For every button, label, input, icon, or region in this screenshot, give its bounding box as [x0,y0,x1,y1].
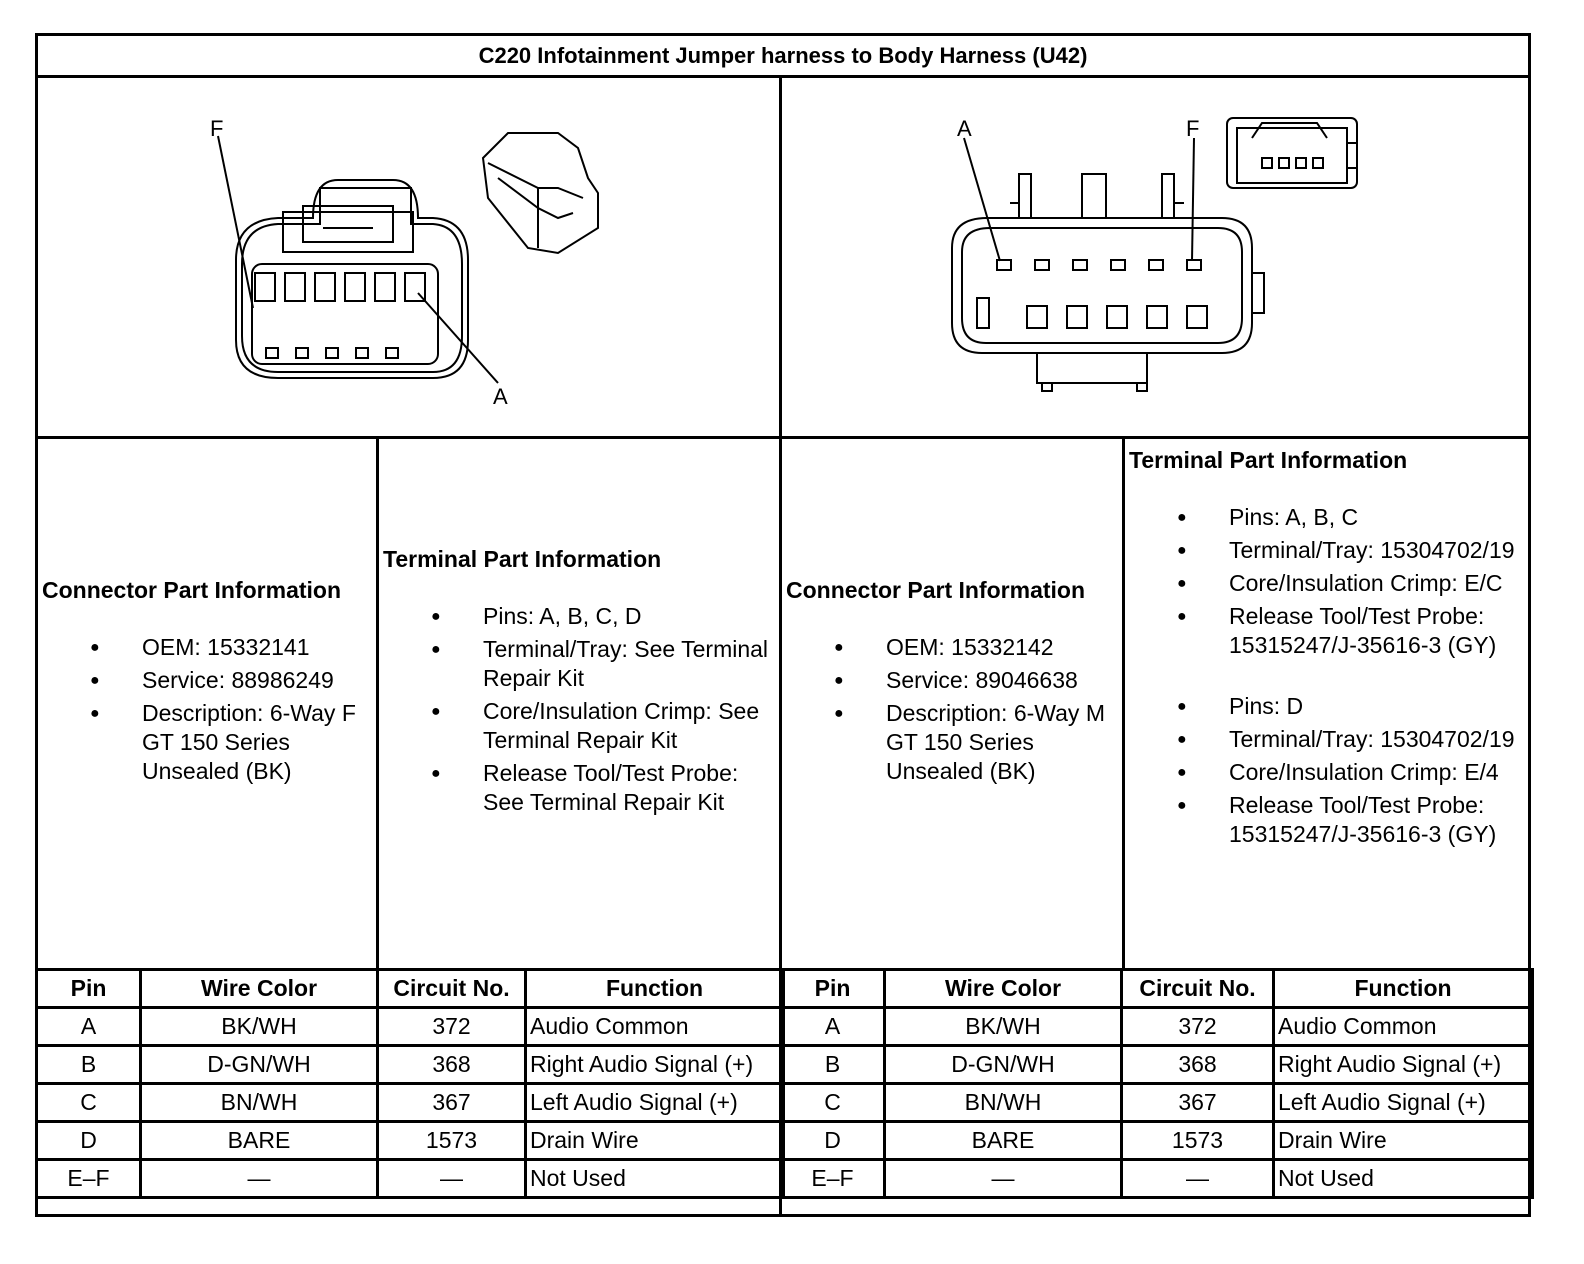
connector-info-heading: Connector Part Information [42,577,342,603]
pin-cell: C [37,1084,141,1122]
pin-a-label: A [957,116,972,141]
right-connector-info [786,576,1122,790]
wire-color-cell: D-GN/WH [885,1046,1122,1084]
list-item: ● OEM: 15332142 [886,633,1122,662]
circuit-cell: 367 [1122,1084,1274,1122]
terminal-info-heading: Terminal Part Information [1129,447,1408,473]
circuit-cell: 372 [378,1008,526,1046]
list-item: ● Terminal/Tray: See Terminal Repair Kit [483,635,779,693]
circuit-cell: 367 [378,1084,526,1122]
table-row [781,1046,1533,1084]
table-row [37,1160,784,1198]
table-row [37,1008,784,1046]
list-item: ● Core/Insulation Crimp: E/4 [1229,758,1529,787]
table-row [781,1160,1533,1198]
terminal-info-heading: Terminal Part Information [383,546,662,572]
function-cell: Left Audio Signal (+) [1274,1084,1533,1122]
connector-info-list [42,633,376,786]
wire-color-cell: BN/WH [885,1084,1122,1122]
pin-cell: C [781,1084,885,1122]
function-cell: Right Audio Signal (+) [1274,1046,1533,1084]
list-item: ● Description: 6-Way F GT 150 Series Unsealed (BK) [142,699,376,786]
function-cell: Left Audio Signal (+) [526,1084,784,1122]
circuit-cell: 372 [1122,1008,1274,1046]
right-info-divider [1122,439,1125,971]
pin-a-label: A [493,384,508,409]
wire-color-cell: BN/WH [141,1084,378,1122]
connector-info-heading: Connector Part Information [786,577,1086,603]
function-cell: Audio Common [526,1008,784,1046]
list-item: ● Pins: A, B, C, D [483,602,779,631]
pin-f-label: F [210,116,224,141]
right-connector-diagram [782,78,1528,442]
left-connector-diagram [38,78,779,442]
list-item: ● Terminal/Tray: 15304702/19 [1229,725,1529,754]
wire-color-cell: D-GN/WH [141,1046,378,1084]
table-row [37,1122,784,1160]
page-title: C220 Infotainment Jumper harness to Body Harness (U42) [38,36,1528,78]
circuit-cell: 368 [378,1046,526,1084]
list-item: ● Pins: D [1229,692,1529,721]
circuit-cell: 1573 [378,1122,526,1160]
circuit-cell: — [1122,1160,1274,1198]
circuit-no-header: Circuit No. [1122,970,1274,1008]
table-row [37,1084,784,1122]
terminal-info-list-group-2 [1129,692,1529,849]
list-item: ● Release Tool/Test Probe: 15315247/J-35616-3 (GY) [1229,791,1529,849]
wire-color-cell: — [885,1160,1122,1198]
circuit-cell: — [378,1160,526,1198]
pin-cell: D [37,1122,141,1160]
pin-cell: E–F [37,1160,141,1198]
terminal-info-list-group-1 [1129,503,1529,660]
right-pin-table [779,968,1534,1199]
function-cell: Drain Wire [1274,1122,1533,1160]
function-cell: Not Used [526,1160,784,1198]
wire-color-cell: BK/WH [885,1008,1122,1046]
wire-color-header: Wire Color [885,970,1122,1008]
table-header-row [781,970,1533,1008]
wire-color-cell: — [141,1160,378,1198]
wire-color-cell: BARE [885,1122,1122,1160]
pin-header: Pin [37,970,141,1008]
function-header: Function [526,970,784,1008]
pin-cell: A [37,1008,141,1046]
list-item: ● Core/Insulation Crimp: See Terminal Repair Kit [483,697,779,755]
list-item: ● OEM: 15332141 [142,633,376,662]
list-item: ● Release Tool/Test Probe: See Terminal Repair Kit [483,759,779,817]
list-item: ● Core/Insulation Crimp: E/C [1229,569,1529,598]
list-item: ● Service: 89046638 [886,666,1122,695]
function-cell: Audio Common [1274,1008,1533,1046]
table-row [781,1084,1533,1122]
pin-cell: B [781,1046,885,1084]
function-cell: Drain Wire [526,1122,784,1160]
circuit-cell: 1573 [1122,1122,1274,1160]
table-header-row [37,970,784,1008]
left-info-divider [376,439,379,971]
left-connector-info [42,576,376,790]
pin-cell: A [781,1008,885,1046]
list-item: ● Description: 6-Way M GT 150 Series Unsealed (BK) [886,699,1122,786]
connector-sheet [35,33,1531,1217]
right-terminal-info [1129,446,1529,853]
pin-header: Pin [781,970,885,1008]
wire-color-cell: BARE [141,1122,378,1160]
pin-cell: E–F [781,1160,885,1198]
circuit-no-header: Circuit No. [378,970,526,1008]
left-pin-table [35,968,785,1199]
table-row [781,1122,1533,1160]
table-row [37,1046,784,1084]
list-item: ● Terminal/Tray: 15304702/19 [1229,536,1529,565]
list-item: ● Pins: A, B, C [1229,503,1529,532]
pin-f-label: F [1186,116,1200,141]
table-row [781,1008,1533,1046]
pin-cell: D [781,1122,885,1160]
pin-cell: B [37,1046,141,1084]
function-cell: Not Used [1274,1160,1533,1198]
female-connector-drawing [38,78,779,436]
function-header: Function [1274,970,1533,1008]
terminal-info-list [383,602,779,817]
circuit-cell: 368 [1122,1046,1274,1084]
function-cell: Right Audio Signal (+) [526,1046,784,1084]
list-item: ● Release Tool/Test Probe: 15315247/J-35616-3 (GY) [1229,602,1529,660]
list-item: ● Service: 88986249 [142,666,376,695]
connector-info-list [786,633,1122,786]
wire-color-header: Wire Color [141,970,378,1008]
male-connector-drawing [782,78,1528,436]
wire-color-cell: BK/WH [141,1008,378,1046]
left-terminal-info [383,545,779,821]
